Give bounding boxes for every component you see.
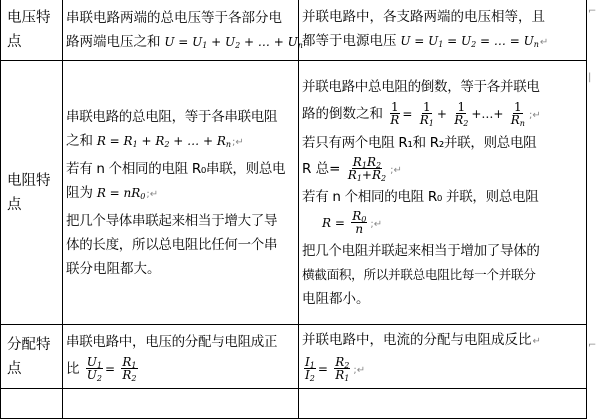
series-resistance-cell <box>63 61 299 325</box>
parallel-voltage-formula: $U = U_1 = U_2$ = … = $U_n$ <box>396 33 539 49</box>
parallel-distribution-line-1: 并联电路中，电流的分配与电阻成反比↵ <box>302 331 541 348</box>
edge-mark: ⌐ <box>588 6 597 17</box>
parallel-resistance-line-6: R = $\frac{R_0}{n}$ ;↵ <box>322 209 383 236</box>
fraction-1-over-R: $\frac{1}{R}$ <box>390 100 400 127</box>
fraction-R1-over-R2: $\frac{R_1}{R_2}$ <box>122 355 137 383</box>
series-voltage-cell <box>63 0 303 61</box>
series-distribution-line-2: 比 $\frac{U_1}{U_2}$ = $\frac{R_1}{R_2}$ <box>66 355 137 383</box>
parallel-distribution-text: 并联电路中，电流的分配与电阻成反比 <box>302 331 532 348</box>
parallel-resistance-line-4: R 总= $\frac{R_1R_2}{R_1+R_2}$ ;↵ <box>302 155 402 183</box>
fraction-two-resistors: $\frac{R_1R_2}{R_1+R_2}$ <box>347 155 387 183</box>
partial-series-cell <box>63 389 299 419</box>
series-resistance-line-6: 体的长度，所以总电阻比任何一个串 <box>66 236 278 253</box>
series-distribution-text-2: 比 <box>66 360 80 377</box>
series-voltage-line-1: 串联电路两端的总电压等于各部分电 <box>66 9 282 26</box>
parallel-resistance-cell <box>299 61 587 325</box>
fraction-1-over-R1: $\frac{1}{R_1}$ <box>419 100 434 128</box>
series-resistance-line-4: 阻为 $R = nR_0;↵$ <box>66 184 159 201</box>
series-resistance-line-2: 之和 $R = R_1 + R_2$ + … + $R_n;↵$ <box>66 132 244 149</box>
fraction-R2-over-R1: $\frac{R_2}{R_1}$ <box>335 355 350 383</box>
series-distribution-line-1: 串联电路中，电压的分配与电阻成正 <box>66 333 278 350</box>
parallel-resistance-text-4: R 总= <box>302 160 341 177</box>
partial-label-cell <box>1 389 63 419</box>
series-voltage-formula: $U = U_1 + U_2$ + … + $U_n$ <box>160 34 303 50</box>
parallel-resistance-line-3: 若只有两个电阻 R₁和 R₂并联，则总电阻 <box>302 134 537 151</box>
series-resistance-line-5: 把几个导体串联起来相当于增大了导 <box>66 212 278 229</box>
series-resistance-line-7: 联分电阻都大。 <box>66 260 161 277</box>
parallel-resistance-line-5: 若有 n 个相同的电阻 R₀ 并联，则总电阻 <box>302 188 539 205</box>
edge-mark: ⌐ <box>588 340 597 351</box>
table-row-partial <box>1 389 587 419</box>
parallel-resistance-line-8: 横截面积，所以并联总电阻比每一个并联分 <box>302 266 536 282</box>
series-resistance-text-2: 之和 <box>66 132 93 149</box>
row-label-distribution: 分配特点 <box>1 325 63 389</box>
edge-mark: | <box>588 72 592 83</box>
parallel-distribution-cell <box>299 325 587 389</box>
fraction-1-over-Rn: $\frac{1}{R_n}$ <box>510 100 525 128</box>
parallel-distribution-line-2: $\frac{I_1}{I_2}$ = $\frac{R_2}{R_1}$ ;↵ <box>305 355 366 383</box>
partial-parallel-cell <box>299 389 587 419</box>
parallel-resistance-line-2: 路的倒数之和 $\frac{1}{R}$ = $\frac{1}{R_1}$ + $\frac{1}{R_2}$ +…+ $\frac{1}{R_n}$ ;↵ <box>302 100 541 128</box>
table-row-distribution <box>1 325 587 389</box>
parallel-voltage-cell <box>299 0 587 61</box>
parallel-resistance-line-1: 并联电路中总电阻的倒数，等于各并联电 <box>302 78 540 95</box>
row-label-voltage: 电压特点 <box>1 0 63 61</box>
series-resistance-line-1: 串联电路的总电阻，等于各串联电阻 <box>66 108 278 125</box>
parallel-voltage-line-1: 并联电路中，各支路两端的电压相等，且 <box>302 8 545 25</box>
fraction-R0-over-n: $\frac{R_0}{n}$ <box>352 209 367 236</box>
series-resistance-line-3: 若有 n 个相同的电阻 R₀串联，则总电 <box>66 160 286 177</box>
series-resistance-text-4: 阻为 <box>66 184 93 201</box>
series-resistance-sum-formula: $R = R_1 + R_2$ + … + $R_n$ <box>93 133 232 149</box>
series-voltage-text: 路两端电压之和 <box>66 33 161 50</box>
parallel-resistance-text-2: 路的倒数之和 <box>302 105 383 122</box>
table-row-voltage <box>1 0 587 61</box>
row-label-resistance: 电阻特点 <box>1 61 63 325</box>
fraction-1-over-R2: $\frac{1}{R_2}$ <box>454 100 469 128</box>
parallel-resistance-line-9: 电阻都小。 <box>302 290 370 307</box>
parallel-resistance-line-7: 把几个电阻并联起来相当于增加了导体的 <box>302 242 540 259</box>
series-distribution-cell <box>63 325 299 389</box>
parallel-voltage-line-2: 都等于电源电压 $U = U_1 = U_2$ = … = $U_n↵$ <box>302 32 549 49</box>
table-row-resistance <box>1 61 587 325</box>
series-resistance-same-formula: $R = nR_0$ <box>93 185 146 201</box>
parallel-voltage-text: 都等于电源电压 <box>302 32 397 49</box>
fraction-I1-over-I2: $\frac{I_1}{I_2}$ <box>305 355 315 383</box>
series-voltage-line-2 <box>66 30 303 54</box>
fraction-U1-over-U2: $\frac{U_1}{U_2}$ <box>86 355 103 383</box>
